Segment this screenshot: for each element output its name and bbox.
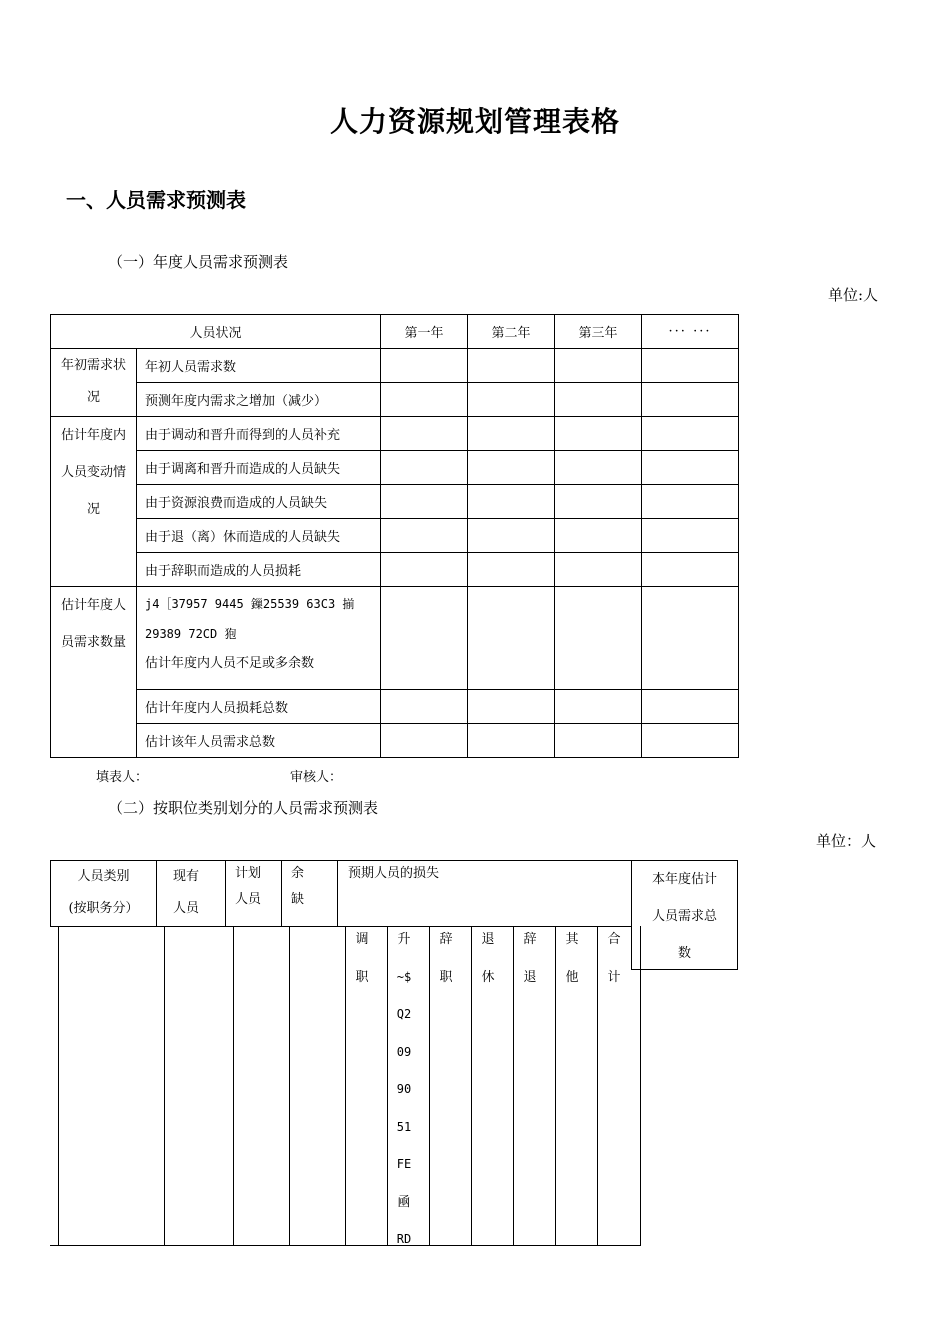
cell: [555, 451, 642, 485]
header-annual-estimate: [631, 860, 738, 970]
subcol-char: 休: [481, 969, 495, 985]
subcol-char: 其: [565, 932, 579, 947]
cell: [642, 724, 739, 758]
subsection-heading-1: （一）年度人员需求预测表: [108, 253, 289, 271]
cell: [555, 349, 642, 383]
cell: [381, 383, 468, 417]
header-person-category: [50, 860, 157, 927]
cell: [468, 349, 555, 383]
cell: [381, 553, 468, 587]
subcol-resignation: [436, 921, 456, 996]
subcol-char: 51: [396, 1119, 412, 1134]
group-label: 估计年度人员需求数量: [51, 587, 137, 758]
cell: [642, 417, 739, 451]
subcol-char: 他: [565, 969, 579, 985]
subcol-char: RD: [396, 1232, 412, 1246]
row-label-text: 估计年度内人员不足或多余数: [145, 656, 315, 671]
subcol-char: 合: [607, 932, 621, 947]
table-row: [51, 690, 739, 724]
header-text: 人员: [173, 901, 200, 916]
column-line: [555, 926, 556, 1245]
cell: [381, 485, 468, 519]
header-surplus-shortage: [281, 860, 338, 927]
header-text: 缺: [291, 892, 305, 907]
column-line: [345, 926, 346, 1245]
unit-label-1: 单位:人: [828, 286, 879, 304]
column-line: [164, 926, 165, 1245]
subcol-dismissal: [520, 921, 540, 996]
cell: [381, 587, 468, 690]
column-line: [513, 926, 514, 1245]
table-row: [51, 485, 739, 519]
cell: [381, 519, 468, 553]
column-line: [289, 926, 290, 1245]
table-row: [51, 417, 739, 451]
row-label: 由于辞职而造成的人员损耗: [137, 553, 381, 587]
column-line: [597, 926, 598, 1245]
garbled-text-line: 29389 72CD 狍: [145, 627, 237, 641]
row-label: 由于调动和晋升而得到的人员补充: [137, 417, 381, 451]
subcol-char: FE: [396, 1157, 412, 1171]
cell: [555, 690, 642, 724]
subcol-char: 09: [396, 1044, 412, 1059]
cell: [468, 383, 555, 417]
table-row: [51, 553, 739, 587]
column-line: [58, 926, 59, 1245]
header-text: 计划: [235, 866, 262, 881]
row-label: 估计该年人员需求总数: [137, 724, 381, 758]
cell: [555, 417, 642, 451]
header-cell: 第一年: [381, 315, 468, 349]
cell: [468, 724, 555, 758]
table-header-row: [51, 315, 739, 349]
table-row: [51, 587, 739, 690]
cell: [555, 485, 642, 519]
cell: [642, 519, 739, 553]
subcol-char: 升: [397, 932, 411, 947]
column-line: [429, 926, 430, 1245]
subcol-char: Q2: [396, 1007, 412, 1021]
cell: [642, 349, 739, 383]
subcol-char: 调: [355, 932, 369, 947]
header-text: 人员需求总: [651, 909, 717, 924]
cell: [468, 519, 555, 553]
header-existing-staff: [156, 860, 226, 927]
subcol-total: [604, 921, 624, 996]
cell: [642, 451, 739, 485]
subsection-heading-2: （二）按职位类别划分的人员需求预测表: [108, 799, 379, 817]
table-row: [51, 451, 739, 485]
table-row: [51, 519, 739, 553]
cell: [468, 451, 555, 485]
page-title: 人力资源规划管理表格: [329, 105, 620, 138]
reviewer-label: 审核人：: [290, 770, 343, 785]
cell: [642, 485, 739, 519]
column-line: [387, 926, 388, 1245]
table-row: [51, 724, 739, 758]
table-bottom-line: [50, 1245, 641, 1246]
cell: [555, 519, 642, 553]
subcol-other: [562, 921, 582, 996]
cell: [642, 587, 739, 690]
subcol-transfer: [352, 921, 372, 996]
cell: [468, 417, 555, 451]
header-expected-losses: [337, 860, 632, 927]
subcol-char: 90: [396, 1082, 412, 1096]
subcol-retirement: [478, 921, 498, 996]
header-cell: 第二年: [468, 315, 555, 349]
table-row: [51, 383, 739, 417]
cell: [555, 383, 642, 417]
group-label: 年初需求状况: [51, 349, 137, 417]
cell: [381, 690, 468, 724]
header-text: (按职务分）: [68, 901, 139, 916]
subcol-char: 辞: [439, 932, 453, 947]
cell: [381, 417, 468, 451]
header-text: 预期人员的损失: [348, 866, 440, 881]
subcol-char: 职: [355, 969, 369, 985]
unit-label-2: 单位：人: [816, 832, 877, 850]
header-cell: 人员状况: [51, 315, 381, 349]
row-label: 估计年度内人员损耗总数: [137, 690, 381, 724]
column-line: [640, 926, 641, 1245]
row-label: 由于资源浪费而造成的人员缺失: [137, 485, 381, 519]
row-label-multiline: [137, 587, 381, 690]
header-cell: 第三年: [555, 315, 642, 349]
table-row: [51, 349, 739, 383]
subcol-char: 辞: [523, 932, 537, 947]
subcol-char: 凾: [397, 1194, 411, 1210]
row-label: 年初人员需求数: [137, 349, 381, 383]
cell: [555, 587, 642, 690]
subcol-char: 退: [481, 932, 495, 947]
cell: [468, 485, 555, 519]
cell: [468, 587, 555, 690]
subcol-char: ~$: [396, 969, 412, 984]
cell: [468, 553, 555, 587]
column-line: [233, 926, 234, 1245]
cell: [381, 451, 468, 485]
annual-demand-table: [50, 314, 739, 758]
header-text: 现有: [173, 869, 200, 884]
section-heading: 一、人员需求预测表: [66, 188, 246, 212]
subcol-char: 职: [439, 969, 453, 985]
cell: [468, 690, 555, 724]
subcol-char: 计: [607, 969, 621, 985]
header-text: 人员类别: [77, 869, 130, 884]
cell: [642, 383, 739, 417]
cell: [555, 553, 642, 587]
header-planned-staff: [225, 860, 282, 927]
filler-label: 填表人：: [96, 770, 149, 785]
header-cell: ··· ···: [642, 315, 739, 349]
group-label: 估计年度内人员变动情况: [51, 417, 137, 587]
cell: [381, 724, 468, 758]
garbled-text-line: j4［37957 9445 鏁25539 63C3 揃: [145, 597, 355, 611]
subcol-promotion: [393, 921, 415, 1259]
column-line: [471, 926, 472, 1245]
subcol-char: 退: [523, 969, 537, 985]
header-text: 数: [677, 946, 691, 961]
header-text: 余: [291, 866, 305, 881]
cell: [642, 690, 739, 724]
header-text: 本年度估计: [651, 872, 717, 887]
cell: [381, 349, 468, 383]
row-label: 由于退（离）休而造成的人员缺失: [137, 519, 381, 553]
cell: [555, 724, 642, 758]
row-label: 预测年度内需求之增加（减少）: [137, 383, 381, 417]
row-label: 由于调离和晋升而造成的人员缺失: [137, 451, 381, 485]
header-text: 人员: [235, 892, 262, 907]
cell: [642, 553, 739, 587]
